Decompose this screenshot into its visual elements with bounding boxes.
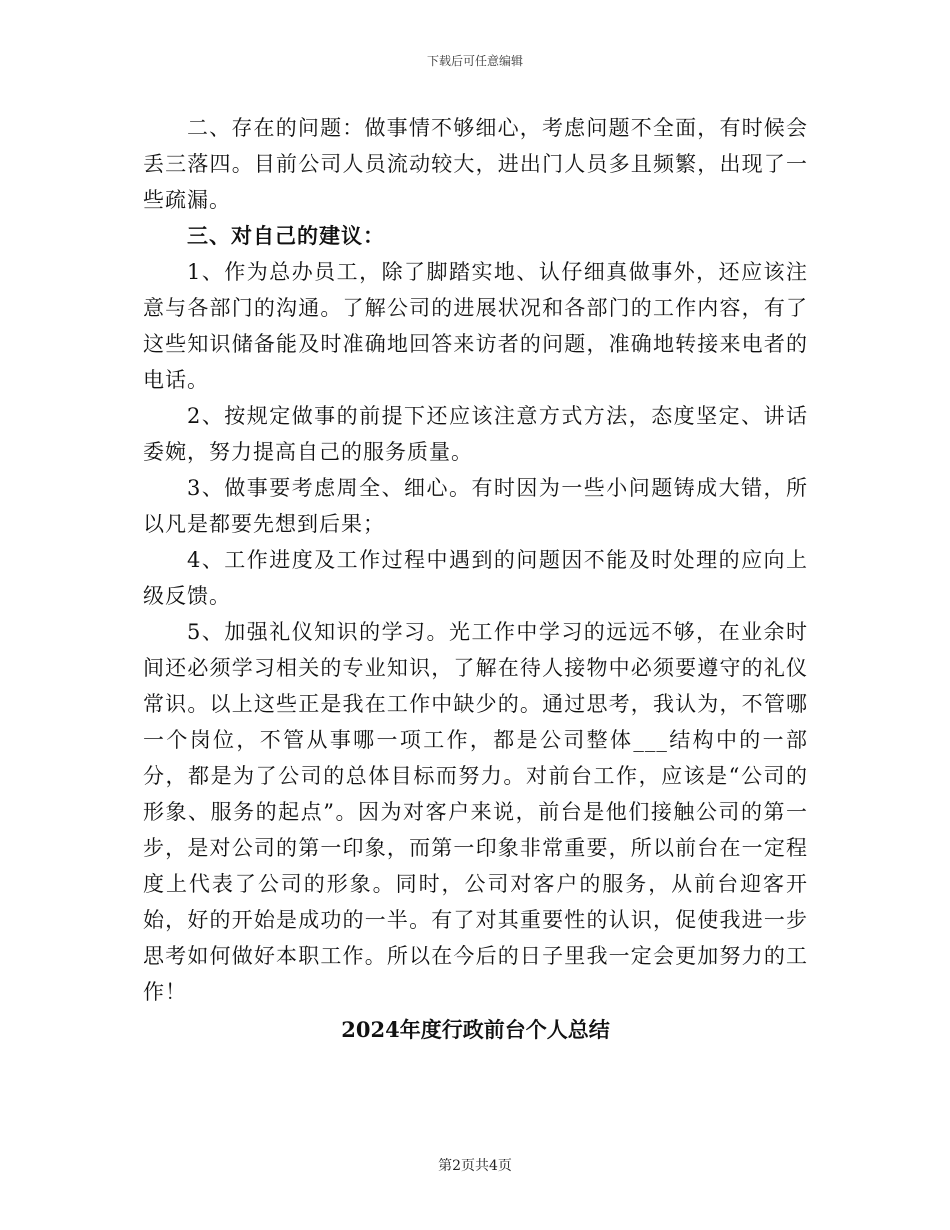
page-header: 下载后可任意编辑 — [426, 54, 523, 68]
document-body — [143, 110, 808, 1048]
paragraph-suggestion-5: 5、加强礼仪知识的学习。光工作中学习的远远不够，在业余时间还必须学习相关的专业知识，了解在待人接物中必须要遵守的礼仪常识。以上这些正是我在工作中缺少的。通过思考，我认为，不管哪一个岗位，不管从事哪一项工作，都是公司整体___结构中的一部分，都是为了公司的总体目标而努力。对前台工作，应该是“公司的形象、服务的起点”。因为对客户来说，前台是他们接触公司的第一步，是对公司的第一印象，而第一印象非常重要，所以前台在一定程度上代表了公司的形象。同时，公司对客户的服务，从前台迎客开始，好的开始是成功的一半。有了对其重要性的认识，促使我进一步思考如何做好本职工作。所以在今后的日子里我一定会更加努力的工作！ — [143, 620, 808, 1004]
paragraph-suggestion-2: 2、按规定做事的前提下还应该注意方式方法，态度坚定、讲话委婉，努力提高自己的服务质量。 — [143, 404, 808, 464]
document-title: 2024年度行政前台个人总结 — [341, 1017, 610, 1042]
section-heading-suggestions: 三、对自己的建议： — [187, 223, 385, 248]
paragraph-suggestion-1: 1、作为总办员工，除了脚踏实地、认仔细真做事外，还应该注意与各部门的沟通。了解公司的进展状况和各部门的工作内容，有了这些知识储备能及时准确地回答来访者的问题，准确地转接来电者的电话。 — [143, 260, 808, 392]
paragraph-suggestion-3: 3、做事要考虑周全、细心。有时因为一些小问题铸成大错，所以凡是都要先想到后果； — [143, 476, 808, 536]
paragraph-existing-problems: 二、存在的问题：做事情不够细心，考虑问题不全面，有时候会丢三落四。目前公司人员流动较大，进出门人员多且频繁，出现了一些疏漏。 — [143, 116, 808, 212]
page-footer: 第2页共4页 — [438, 1158, 512, 1174]
paragraph-suggestion-4: 4、工作进度及工作过程中遇到的问题因不能及时处理的应向上级反馈。 — [143, 548, 808, 608]
